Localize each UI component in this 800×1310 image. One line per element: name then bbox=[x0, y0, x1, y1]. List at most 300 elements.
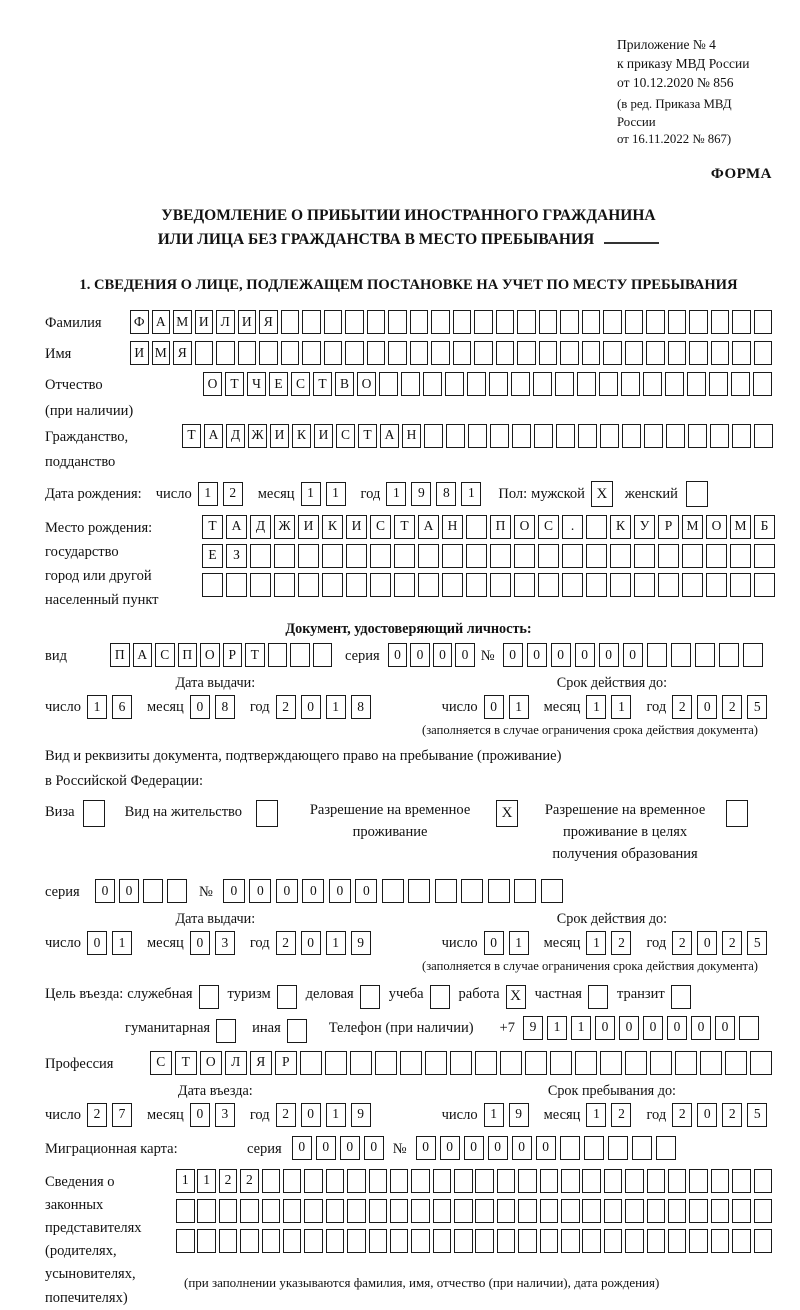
char-cell[interactable] bbox=[369, 1229, 388, 1253]
char-cell[interactable] bbox=[454, 1169, 473, 1193]
char-cell[interactable]: 0 bbox=[416, 1136, 436, 1160]
char-cell[interactable] bbox=[582, 1199, 601, 1223]
purpose-transit-checkbox[interactable] bbox=[671, 985, 691, 1009]
char-cell[interactable] bbox=[540, 1169, 559, 1193]
char-cell[interactable]: 2 bbox=[722, 695, 742, 719]
char-cell[interactable] bbox=[754, 424, 773, 448]
char-cell[interactable] bbox=[730, 573, 751, 597]
char-cell[interactable] bbox=[424, 424, 443, 448]
char-cell[interactable] bbox=[475, 1229, 494, 1253]
char-cell[interactable]: И bbox=[195, 310, 214, 334]
char-cell[interactable] bbox=[433, 1229, 452, 1253]
char-cell[interactable] bbox=[711, 1169, 730, 1193]
char-cell[interactable] bbox=[350, 1051, 372, 1075]
char-cell[interactable] bbox=[604, 1169, 623, 1193]
char-cell[interactable]: И bbox=[130, 341, 149, 365]
char-cell[interactable] bbox=[578, 424, 597, 448]
char-cell[interactable]: К bbox=[610, 515, 631, 539]
char-cell[interactable] bbox=[411, 1199, 430, 1223]
char-cell[interactable] bbox=[490, 424, 509, 448]
char-cell[interactable] bbox=[560, 341, 579, 365]
char-cell[interactable]: 5 bbox=[747, 1103, 767, 1127]
char-cell[interactable] bbox=[324, 310, 343, 334]
char-cell[interactable]: 9 bbox=[523, 1016, 543, 1040]
char-cell[interactable] bbox=[671, 643, 691, 667]
char-cell[interactable] bbox=[561, 1169, 580, 1193]
char-cell[interactable]: 0 bbox=[667, 1016, 687, 1040]
char-cell[interactable]: 1 bbox=[611, 695, 631, 719]
char-cell[interactable] bbox=[750, 1051, 772, 1075]
char-cell[interactable]: 9 bbox=[411, 482, 431, 506]
char-cell[interactable] bbox=[496, 341, 515, 365]
char-cell[interactable]: 0 bbox=[440, 1136, 460, 1160]
char-cell[interactable] bbox=[754, 573, 775, 597]
char-cell[interactable] bbox=[625, 1169, 644, 1193]
char-cell[interactable] bbox=[394, 544, 415, 568]
char-cell[interactable]: 0 bbox=[623, 643, 643, 667]
char-cell[interactable] bbox=[313, 643, 333, 667]
char-cell[interactable]: 3 bbox=[215, 931, 235, 955]
char-cell[interactable] bbox=[540, 1229, 559, 1253]
char-cell[interactable] bbox=[466, 573, 487, 597]
purpose-private-checkbox[interactable] bbox=[588, 985, 608, 1009]
char-cell[interactable] bbox=[176, 1199, 195, 1223]
char-cell[interactable]: 0 bbox=[575, 643, 595, 667]
char-cell[interactable] bbox=[347, 1229, 366, 1253]
char-cell[interactable] bbox=[400, 1051, 422, 1075]
char-cell[interactable]: С bbox=[336, 424, 355, 448]
char-cell[interactable] bbox=[304, 1169, 323, 1193]
char-cell[interactable] bbox=[689, 341, 708, 365]
char-cell[interactable]: 0 bbox=[301, 1103, 321, 1127]
char-cell[interactable] bbox=[625, 1051, 647, 1075]
char-cell[interactable] bbox=[490, 544, 511, 568]
char-cell[interactable]: 0 bbox=[249, 879, 271, 903]
char-cell[interactable] bbox=[408, 879, 430, 903]
char-cell[interactable] bbox=[445, 372, 464, 396]
char-cell[interactable] bbox=[621, 372, 640, 396]
char-cell[interactable]: Ж bbox=[248, 424, 267, 448]
char-cell[interactable]: 0 bbox=[95, 879, 115, 903]
char-cell[interactable]: 9 bbox=[509, 1103, 529, 1127]
char-cell[interactable]: Я bbox=[250, 1051, 272, 1075]
char-cell[interactable] bbox=[298, 573, 319, 597]
char-cell[interactable] bbox=[582, 1229, 601, 1253]
char-cell[interactable]: 0 bbox=[316, 1136, 336, 1160]
char-cell[interactable]: 0 bbox=[715, 1016, 735, 1040]
char-cell[interactable]: И bbox=[238, 310, 257, 334]
char-cell[interactable]: 5 bbox=[747, 931, 767, 955]
char-cell[interactable]: 0 bbox=[364, 1136, 384, 1160]
char-cell[interactable] bbox=[474, 310, 493, 334]
char-cell[interactable] bbox=[302, 341, 321, 365]
char-cell[interactable]: И bbox=[314, 424, 333, 448]
char-cell[interactable]: 0 bbox=[697, 931, 717, 955]
temp-residence-education-checkbox[interactable] bbox=[726, 800, 748, 827]
sex-male-checkbox[interactable]: X bbox=[591, 481, 613, 507]
char-cell[interactable] bbox=[582, 341, 601, 365]
char-cell[interactable] bbox=[346, 573, 367, 597]
char-cell[interactable]: 2 bbox=[672, 695, 692, 719]
char-cell[interactable] bbox=[388, 341, 407, 365]
char-cell[interactable] bbox=[345, 341, 364, 365]
char-cell[interactable]: 0 bbox=[355, 879, 377, 903]
char-cell[interactable] bbox=[668, 1169, 687, 1193]
char-cell[interactable] bbox=[302, 310, 321, 334]
char-cell[interactable]: 0 bbox=[190, 1103, 210, 1127]
char-cell[interactable] bbox=[754, 1199, 773, 1223]
char-cell[interactable] bbox=[700, 1051, 722, 1075]
purpose-business-checkbox[interactable] bbox=[360, 985, 380, 1009]
char-cell[interactable] bbox=[540, 1199, 559, 1223]
char-cell[interactable]: 0 bbox=[433, 643, 453, 667]
char-cell[interactable]: Ч bbox=[247, 372, 266, 396]
char-cell[interactable] bbox=[534, 424, 553, 448]
char-cell[interactable] bbox=[754, 310, 773, 334]
char-cell[interactable] bbox=[719, 643, 739, 667]
char-cell[interactable]: 2 bbox=[722, 931, 742, 955]
char-cell[interactable] bbox=[511, 372, 530, 396]
char-cell[interactable] bbox=[250, 573, 271, 597]
char-cell[interactable] bbox=[195, 341, 214, 365]
char-cell[interactable] bbox=[634, 544, 655, 568]
char-cell[interactable]: Я bbox=[259, 310, 278, 334]
char-cell[interactable] bbox=[538, 573, 559, 597]
char-cell[interactable] bbox=[689, 1229, 708, 1253]
char-cell[interactable] bbox=[682, 573, 703, 597]
char-cell[interactable] bbox=[216, 341, 235, 365]
char-cell[interactable] bbox=[322, 544, 343, 568]
char-cell[interactable] bbox=[500, 1051, 522, 1075]
char-cell[interactable] bbox=[632, 1136, 652, 1160]
char-cell[interactable]: 0 bbox=[527, 643, 547, 667]
char-cell[interactable]: . bbox=[562, 515, 583, 539]
char-cell[interactable]: 0 bbox=[697, 1103, 717, 1127]
char-cell[interactable] bbox=[226, 573, 247, 597]
char-cell[interactable] bbox=[600, 1051, 622, 1075]
char-cell[interactable] bbox=[689, 1199, 708, 1223]
char-cell[interactable] bbox=[274, 573, 295, 597]
char-cell[interactable]: А bbox=[152, 310, 171, 334]
char-cell[interactable]: 0 bbox=[503, 643, 523, 667]
char-cell[interactable]: 1 bbox=[326, 482, 346, 506]
char-cell[interactable]: 0 bbox=[388, 643, 408, 667]
char-cell[interactable] bbox=[706, 544, 727, 568]
char-cell[interactable] bbox=[582, 1169, 601, 1193]
char-cell[interactable]: 0 bbox=[697, 695, 717, 719]
char-cell[interactable] bbox=[625, 310, 644, 334]
char-cell[interactable]: 0 bbox=[276, 879, 298, 903]
char-cell[interactable] bbox=[442, 544, 463, 568]
char-cell[interactable]: 1 bbox=[509, 695, 529, 719]
char-cell[interactable] bbox=[488, 879, 510, 903]
char-cell[interactable]: 9 bbox=[351, 1103, 371, 1127]
char-cell[interactable] bbox=[539, 341, 558, 365]
char-cell[interactable] bbox=[650, 1051, 672, 1075]
char-cell[interactable]: Т bbox=[245, 643, 265, 667]
char-cell[interactable] bbox=[555, 372, 574, 396]
char-cell[interactable]: П bbox=[178, 643, 198, 667]
char-cell[interactable] bbox=[304, 1229, 323, 1253]
char-cell[interactable] bbox=[730, 544, 751, 568]
char-cell[interactable]: П bbox=[490, 515, 511, 539]
char-cell[interactable]: 2 bbox=[611, 1103, 631, 1127]
char-cell[interactable] bbox=[643, 372, 662, 396]
char-cell[interactable] bbox=[496, 310, 515, 334]
char-cell[interactable] bbox=[562, 573, 583, 597]
char-cell[interactable]: 3 bbox=[215, 1103, 235, 1127]
char-cell[interactable]: 1 bbox=[571, 1016, 591, 1040]
char-cell[interactable]: Д bbox=[250, 515, 271, 539]
char-cell[interactable]: 1 bbox=[87, 695, 107, 719]
char-cell[interactable] bbox=[603, 341, 622, 365]
char-cell[interactable] bbox=[468, 424, 487, 448]
char-cell[interactable] bbox=[732, 1169, 751, 1193]
char-cell[interactable] bbox=[625, 1199, 644, 1223]
char-cell[interactable] bbox=[394, 573, 415, 597]
purpose-official-checkbox[interactable] bbox=[199, 985, 219, 1009]
char-cell[interactable]: 1 bbox=[326, 1103, 346, 1127]
char-cell[interactable] bbox=[375, 1051, 397, 1075]
char-cell[interactable]: Д bbox=[226, 424, 245, 448]
char-cell[interactable] bbox=[259, 341, 278, 365]
char-cell[interactable]: С bbox=[538, 515, 559, 539]
char-cell[interactable]: Л bbox=[216, 310, 235, 334]
char-cell[interactable] bbox=[454, 1229, 473, 1253]
char-cell[interactable] bbox=[514, 879, 536, 903]
char-cell[interactable] bbox=[754, 1169, 773, 1193]
char-cell[interactable] bbox=[695, 643, 715, 667]
char-cell[interactable] bbox=[610, 544, 631, 568]
char-cell[interactable]: Я bbox=[173, 341, 192, 365]
char-cell[interactable]: 0 bbox=[410, 643, 430, 667]
char-cell[interactable] bbox=[401, 372, 420, 396]
char-cell[interactable] bbox=[497, 1199, 516, 1223]
char-cell[interactable] bbox=[732, 1229, 751, 1253]
char-cell[interactable]: 0 bbox=[190, 931, 210, 955]
char-cell[interactable] bbox=[709, 372, 728, 396]
char-cell[interactable] bbox=[539, 310, 558, 334]
char-cell[interactable] bbox=[143, 879, 163, 903]
char-cell[interactable]: Б bbox=[754, 515, 775, 539]
char-cell[interactable] bbox=[754, 544, 775, 568]
char-cell[interactable] bbox=[326, 1229, 345, 1253]
char-cell[interactable] bbox=[326, 1169, 345, 1193]
char-cell[interactable] bbox=[656, 1136, 676, 1160]
char-cell[interactable]: Р bbox=[223, 643, 243, 667]
char-cell[interactable] bbox=[533, 372, 552, 396]
char-cell[interactable]: 1 bbox=[586, 1103, 606, 1127]
char-cell[interactable] bbox=[556, 424, 575, 448]
char-cell[interactable] bbox=[668, 1199, 687, 1223]
char-cell[interactable] bbox=[283, 1169, 302, 1193]
char-cell[interactable] bbox=[219, 1229, 238, 1253]
char-cell[interactable] bbox=[490, 573, 511, 597]
char-cell[interactable] bbox=[298, 544, 319, 568]
char-cell[interactable] bbox=[281, 341, 300, 365]
char-cell[interactable]: 1 bbox=[198, 482, 218, 506]
char-cell[interactable]: С bbox=[155, 643, 175, 667]
char-cell[interactable]: И bbox=[298, 515, 319, 539]
char-cell[interactable] bbox=[322, 573, 343, 597]
purpose-tourism-checkbox[interactable] bbox=[277, 985, 297, 1009]
char-cell[interactable] bbox=[367, 341, 386, 365]
char-cell[interactable] bbox=[668, 341, 687, 365]
char-cell[interactable] bbox=[345, 310, 364, 334]
char-cell[interactable]: О bbox=[200, 1051, 222, 1075]
char-cell[interactable] bbox=[711, 1229, 730, 1253]
char-cell[interactable] bbox=[347, 1199, 366, 1223]
char-cell[interactable] bbox=[290, 643, 310, 667]
purpose-study-checkbox[interactable] bbox=[430, 985, 450, 1009]
char-cell[interactable]: 0 bbox=[643, 1016, 663, 1040]
char-cell[interactable] bbox=[250, 544, 271, 568]
char-cell[interactable] bbox=[514, 544, 535, 568]
char-cell[interactable]: Ф bbox=[130, 310, 149, 334]
char-cell[interactable] bbox=[240, 1229, 259, 1253]
char-cell[interactable] bbox=[603, 310, 622, 334]
char-cell[interactable] bbox=[367, 310, 386, 334]
char-cell[interactable] bbox=[283, 1229, 302, 1253]
char-cell[interactable] bbox=[512, 424, 531, 448]
char-cell[interactable] bbox=[622, 424, 641, 448]
char-cell[interactable] bbox=[753, 372, 772, 396]
char-cell[interactable]: 1 bbox=[547, 1016, 567, 1040]
char-cell[interactable]: С bbox=[150, 1051, 172, 1075]
char-cell[interactable] bbox=[586, 573, 607, 597]
char-cell[interactable] bbox=[666, 424, 685, 448]
char-cell[interactable]: 0 bbox=[595, 1016, 615, 1040]
char-cell[interactable]: 1 bbox=[326, 695, 346, 719]
char-cell[interactable] bbox=[518, 1229, 537, 1253]
purpose-work-checkbox[interactable]: X bbox=[506, 985, 526, 1009]
char-cell[interactable]: 1 bbox=[386, 482, 406, 506]
char-cell[interactable] bbox=[711, 341, 730, 365]
char-cell[interactable] bbox=[262, 1199, 281, 1223]
char-cell[interactable]: 8 bbox=[215, 695, 235, 719]
char-cell[interactable]: 5 bbox=[747, 695, 767, 719]
char-cell[interactable]: О bbox=[357, 372, 376, 396]
char-cell[interactable] bbox=[346, 544, 367, 568]
char-cell[interactable]: 2 bbox=[672, 931, 692, 955]
char-cell[interactable]: 0 bbox=[464, 1136, 484, 1160]
char-cell[interactable]: 0 bbox=[512, 1136, 532, 1160]
char-cell[interactable] bbox=[431, 310, 450, 334]
char-cell[interactable] bbox=[240, 1199, 259, 1223]
char-cell[interactable] bbox=[599, 372, 618, 396]
char-cell[interactable] bbox=[675, 1051, 697, 1075]
char-cell[interactable]: 9 bbox=[351, 931, 371, 955]
purpose-humanitarian-checkbox[interactable] bbox=[216, 1019, 236, 1043]
char-cell[interactable]: Т bbox=[202, 515, 223, 539]
char-cell[interactable]: 8 bbox=[436, 482, 456, 506]
char-cell[interactable]: М bbox=[173, 310, 192, 334]
char-cell[interactable]: И bbox=[270, 424, 289, 448]
char-cell[interactable]: М bbox=[730, 515, 751, 539]
char-cell[interactable]: 1 bbox=[509, 931, 529, 955]
char-cell[interactable] bbox=[369, 1199, 388, 1223]
char-cell[interactable] bbox=[706, 573, 727, 597]
char-cell[interactable] bbox=[525, 1051, 547, 1075]
char-cell[interactable] bbox=[475, 1051, 497, 1075]
char-cell[interactable] bbox=[410, 341, 429, 365]
char-cell[interactable]: 2 bbox=[87, 1103, 107, 1127]
char-cell[interactable] bbox=[732, 424, 751, 448]
char-cell[interactable]: 0 bbox=[536, 1136, 556, 1160]
char-cell[interactable]: 1 bbox=[197, 1169, 216, 1193]
char-cell[interactable]: 1 bbox=[586, 695, 606, 719]
char-cell[interactable] bbox=[560, 310, 579, 334]
char-cell[interactable]: 2 bbox=[219, 1169, 238, 1193]
char-cell[interactable]: А bbox=[418, 515, 439, 539]
char-cell[interactable] bbox=[647, 1229, 666, 1253]
char-cell[interactable] bbox=[604, 1199, 623, 1223]
char-cell[interactable]: 0 bbox=[119, 879, 139, 903]
char-cell[interactable]: Л bbox=[225, 1051, 247, 1075]
sex-female-checkbox[interactable] bbox=[686, 481, 708, 507]
char-cell[interactable] bbox=[433, 1199, 452, 1223]
char-cell[interactable] bbox=[711, 1199, 730, 1223]
char-cell[interactable]: 2 bbox=[276, 931, 296, 955]
char-cell[interactable]: 0 bbox=[619, 1016, 639, 1040]
char-cell[interactable]: Н bbox=[402, 424, 421, 448]
char-cell[interactable] bbox=[668, 1229, 687, 1253]
char-cell[interactable]: 0 bbox=[340, 1136, 360, 1160]
char-cell[interactable] bbox=[575, 1051, 597, 1075]
char-cell[interactable] bbox=[325, 1051, 347, 1075]
char-cell[interactable]: А bbox=[226, 515, 247, 539]
char-cell[interactable]: 1 bbox=[326, 931, 346, 955]
char-cell[interactable] bbox=[562, 544, 583, 568]
char-cell[interactable] bbox=[450, 1051, 472, 1075]
char-cell[interactable] bbox=[658, 544, 679, 568]
temp-residence-checkbox[interactable]: X bbox=[496, 800, 518, 827]
char-cell[interactable]: 0 bbox=[484, 931, 504, 955]
char-cell[interactable]: С bbox=[291, 372, 310, 396]
char-cell[interactable]: О bbox=[203, 372, 222, 396]
char-cell[interactable]: 1 bbox=[461, 482, 481, 506]
char-cell[interactable] bbox=[725, 1051, 747, 1075]
char-cell[interactable]: В bbox=[335, 372, 354, 396]
char-cell[interactable] bbox=[646, 310, 665, 334]
char-cell[interactable]: Р bbox=[658, 515, 679, 539]
purpose-other-checkbox[interactable] bbox=[287, 1019, 307, 1043]
char-cell[interactable]: А bbox=[204, 424, 223, 448]
char-cell[interactable] bbox=[754, 1229, 773, 1253]
char-cell[interactable]: З bbox=[226, 544, 247, 568]
char-cell[interactable]: 0 bbox=[551, 643, 571, 667]
char-cell[interactable] bbox=[584, 1136, 604, 1160]
char-cell[interactable] bbox=[517, 310, 536, 334]
char-cell[interactable] bbox=[497, 1229, 516, 1253]
char-cell[interactable] bbox=[262, 1229, 281, 1253]
char-cell[interactable]: 0 bbox=[691, 1016, 711, 1040]
char-cell[interactable] bbox=[466, 544, 487, 568]
char-cell[interactable] bbox=[238, 341, 257, 365]
char-cell[interactable]: С bbox=[370, 515, 391, 539]
char-cell[interactable] bbox=[167, 879, 187, 903]
char-cell[interactable]: А bbox=[133, 643, 153, 667]
char-cell[interactable]: О bbox=[200, 643, 220, 667]
char-cell[interactable] bbox=[541, 879, 563, 903]
char-cell[interactable] bbox=[283, 1199, 302, 1223]
char-cell[interactable]: 1 bbox=[301, 482, 321, 506]
char-cell[interactable] bbox=[431, 341, 450, 365]
char-cell[interactable] bbox=[418, 573, 439, 597]
char-cell[interactable] bbox=[538, 544, 559, 568]
char-cell[interactable]: Т bbox=[394, 515, 415, 539]
char-cell[interactable]: 0 bbox=[190, 695, 210, 719]
